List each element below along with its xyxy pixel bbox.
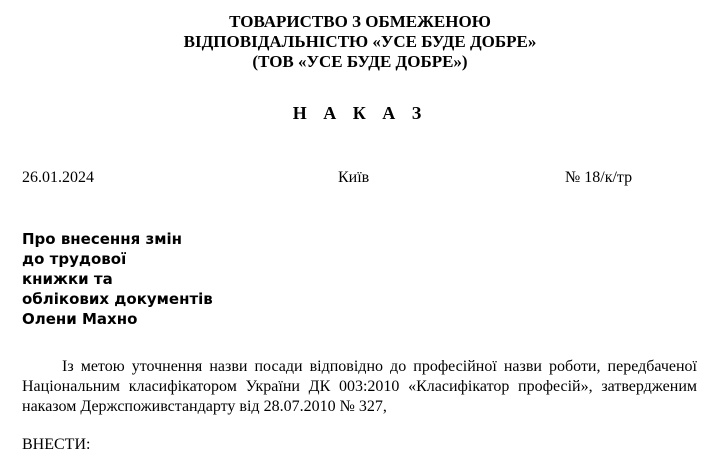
order-subject (22, 229, 213, 329)
subject-line: до трудової (22, 250, 127, 268)
order-directive: ВНЕСТИ: (22, 436, 91, 453)
order-city: Київ (338, 169, 370, 186)
order-number: № 18/к/тр (565, 169, 633, 186)
document-title: Н А К А З (292, 103, 428, 123)
org-name-line-3: (ТОВ «УСЕ БУДЕ ДОБРЕ») (252, 52, 468, 71)
subject-line: Про внесення змін (22, 230, 182, 248)
subject-line: облікових документів (22, 290, 213, 308)
subject-line: книжки та (22, 270, 113, 288)
subject-line: Олени Махно (22, 310, 138, 328)
organization-header (0, 12, 704, 72)
preamble-paragraph: Із метою уточнення назви посади відповідно до професійної назви роботи, передбаченої Національним класифікатором України ДК 003:2010 «Класифікатор професій», затвердженим наказом Держспоживстандарту від 28.07.2010 № 327, (22, 358, 697, 415)
order-date: 26.01.2024 (22, 169, 94, 186)
org-name-line-1: ТОВАРИСТВО З ОБМЕЖЕНОЮ (229, 12, 491, 31)
org-name-line-2: ВІДПОВІДАЛЬНІСТЮ «УСЕ БУДЕ ДОБРЕ» (183, 32, 537, 51)
